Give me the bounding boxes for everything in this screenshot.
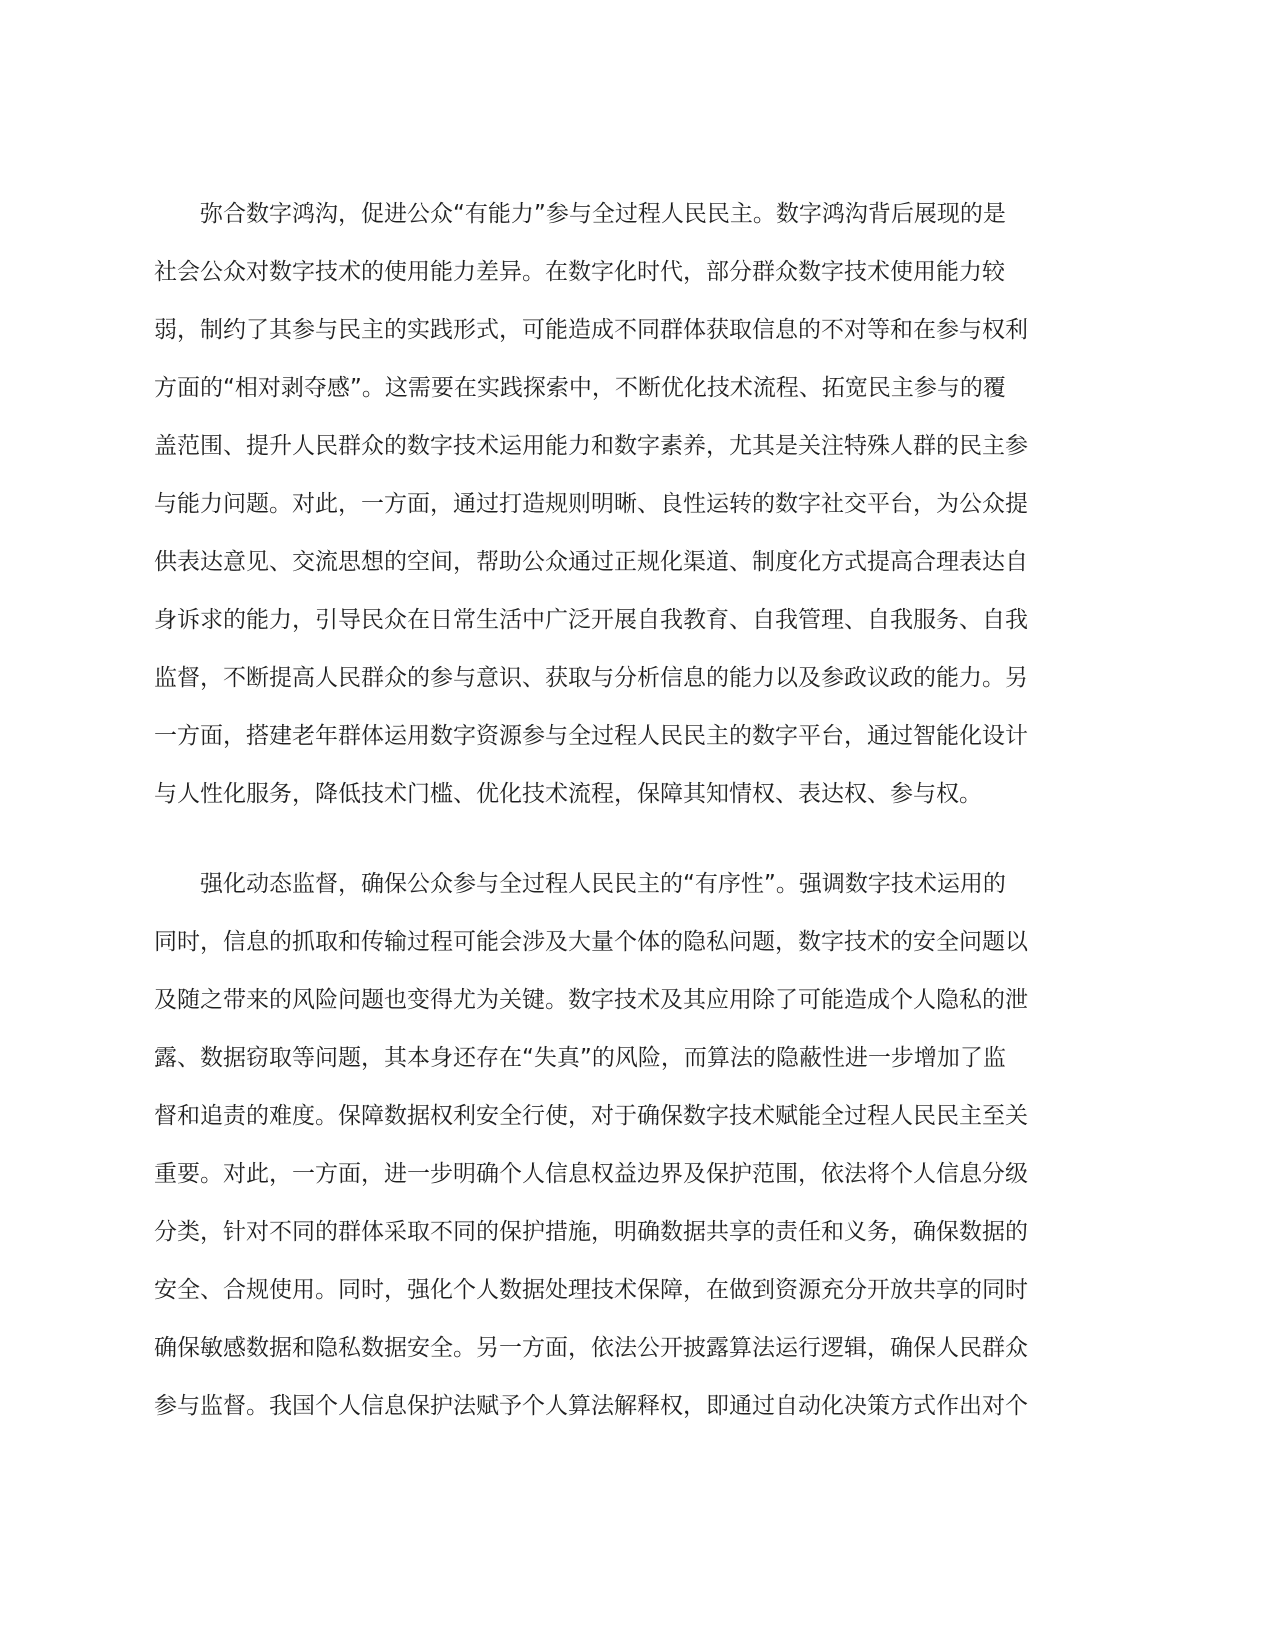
text-line: 与人性化服务，降低技术门槛、优化技术流程，保障其知情权、表达权、参与权。 [154,781,982,807]
text-line: 盖范围、提升人民群众的数字技术运用能力和数字素养，尤其是关注特殊人群的民主参 [154,433,1028,459]
text-line: 社会公众对数字技术的使用能力差异。在数字化时代，部分群众数字技术使用能力较 [154,259,1005,285]
text-line: 及随之带来的风险问题也变得尤为关键。数字技术及其应用除了可能造成个人隐私的泄 [154,987,1028,1013]
paragraph-strengthen-supervision [154,855,1102,1435]
text-line: 督和追责的难度。保障数据权利安全行使，对于确保数字技术赋能全过程人民民主至关 [154,1103,1028,1129]
text-line: 参与监督。我国个人信息保护法赋予个人算法解释权，即通过自动化决策方式作出对个 [154,1393,1028,1419]
text-line: 一方面，搭建老年群体运用数字资源参与全过程人民民主的数字平台，通过智能化设计 [154,723,1028,749]
text-line: 分类，针对不同的群体采取不同的保护措施，明确数据共享的责任和义务，确保数据的 [154,1219,1028,1245]
text-line: 安全、合规使用。同时，强化个人数据处理技术保障，在做到资源充分开放共享的同时 [154,1277,1028,1303]
text-line: 身诉求的能力，引导民众在日常生活中广泛开展自我教育、自我管理、自我服务、自我 [154,607,1028,633]
text-line: 重要。对此，一方面，进一步明确个人信息权益边界及保护范围，依法将个人信息分级 [154,1161,1028,1187]
text-line: 监督，不断提高人民群众的参与意识、获取与分析信息的能力以及参政议政的能力。另 [154,665,1028,691]
paragraph-bridge-digital-divide [154,185,1102,823]
text-line: 强化动态监督，确保公众参与全过程人民民主的“有序性”。强调数字技术运用的 [154,871,1006,897]
text-line: 弱，制约了其参与民主的实践形式，可能造成不同群体获取信息的不对等和在参与权利 [154,317,1028,343]
text-line: 方面的“相对剥夺感”。这需要在实践探索中，不断优化技术流程、拓宽民主参与的覆 [154,375,1006,401]
text-line: 确保敏感数据和隐私数据安全。另一方面，依法公开披露算法运行逻辑，确保人民群众 [154,1335,1028,1361]
text-line: 与能力问题。对此，一方面，通过打造规则明晰、良性运转的数字社交平台，为公众提 [154,491,1028,517]
text-line: 露、数据窃取等问题，其本身还存在“失真”的风险，而算法的隐蔽性进一步增加了监 [154,1045,1006,1071]
text-line: 同时，信息的抓取和传输过程可能会涉及大量个体的隐私问题，数字技术的安全问题以 [154,929,1028,955]
text-line: 弥合数字鸿沟，促进公众“有能力”参与全过程人民民主。数字鸿沟背后展现的是 [154,201,1006,227]
text-line: 供表达意见、交流思想的空间，帮助公众通过正规化渠道、制度化方式提高合理表达自 [154,549,1028,575]
